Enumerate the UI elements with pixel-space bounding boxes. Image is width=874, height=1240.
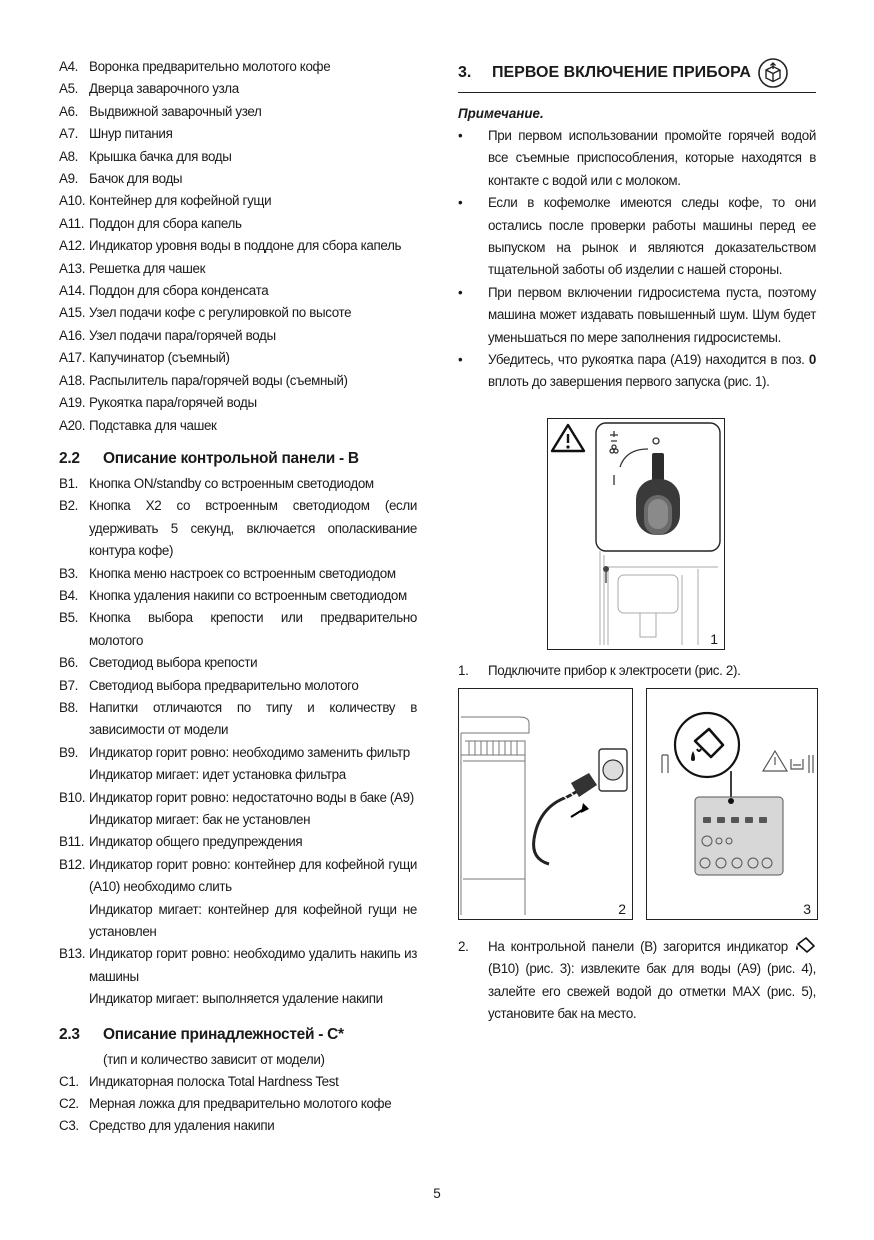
power-plug-illustration [459,689,632,919]
item-code: A8. [59,148,79,164]
item-text: Индикатор горит ровно: необходимо удалить накипь из машины [89,946,417,984]
item-code: C2. [59,1096,79,1112]
item-code: B11. [59,834,85,850]
item-code: A13. [59,260,86,276]
note-title: Примечание. [458,106,544,121]
step-number: 1. [458,663,469,678]
steam-knob-illustration [548,419,724,649]
list-item [59,854,417,899]
water-tank-indicator-icon [675,713,739,799]
section-2-3-heading [59,1023,417,1047]
item-code [59,809,89,831]
list-item [59,56,417,78]
list-item [59,831,417,853]
item-code: A6. [59,103,79,119]
list-item [59,764,417,786]
item-text: Кнопка удаления накипи со встроенным светодиодом [89,587,407,603]
item-text: Поддон для сбора капель [89,215,242,231]
list-item [59,742,417,764]
list-item [59,473,417,495]
section-number: 3. [458,64,472,81]
item-code: A7. [59,126,79,142]
item-code: A5. [59,81,79,97]
list-item [59,168,417,190]
item-code: A11. [59,215,85,231]
list-item [458,192,816,282]
accessories-list [59,1071,417,1138]
item-text: Индикатор мигает: выполняется удаление накипи [89,991,383,1007]
item-text: Индикатор мигает: контейнер для кофейной гущи не установлен [89,901,417,940]
item-code: A14. [59,283,86,299]
list-item [59,675,417,697]
item-text: Контейнер для кофейной гущи [89,193,272,209]
item-code: B4. [59,587,79,603]
item-text: Индикатор горит ровно: контейнер для кофейной гущи (A10) необходимо слить [89,856,417,895]
figure-number: 1 [710,631,718,647]
list-item [59,988,417,1010]
section-title: ПЕРВОЕ ВКЛЮЧЕНИЕ ПРИБОРА [492,64,751,81]
item-code: B13. [59,946,86,962]
item-code: A19. [59,395,86,411]
item-text: Индикатор уровня воды в поддоне для сбора капель [89,238,402,254]
item-code: A9. [59,171,79,187]
list-item [59,280,417,302]
item-code: B7. [59,677,79,693]
step-text: Подключите прибор к электросети (рис. 2). [488,663,741,678]
item-text: Воронка предварительно молотого кофе [89,59,331,74]
item-text: Поддон для сбора конденсата [89,283,269,299]
item-code: A12. [59,238,86,254]
figure-number: 3 [803,901,811,917]
list-item [59,235,417,257]
item-code: B6. [59,655,79,671]
components-list-a [59,56,417,437]
item-code [59,899,89,944]
list-item [59,213,417,235]
item-text: Напитки отличаются по типу и количеству в зависимости от модели [89,699,417,738]
section-number: 2.3 [59,1025,80,1043]
figure-2-plug [458,688,633,920]
list-item [59,370,417,392]
section-title: Описание контрольной панели - B [103,449,359,467]
item-text: Индикатор мигает: идет установка фильтра [89,767,346,783]
list-item [59,1071,417,1093]
item-code: A10. [59,193,86,209]
section-title: Описание принадлежностей - C* [103,1025,344,1043]
item-code: A4. [59,59,79,74]
item-code: B3. [59,565,79,581]
item-code: A20. [59,417,86,433]
item-code: B2. [59,498,79,514]
item-text: Кнопка меню настроек со встроенным светодиодом [89,565,396,581]
item-text: Выдвижной заварочный узел [89,103,262,119]
item-code: C1. [59,1073,79,1089]
section-number: 2.2 [59,449,80,467]
bullet-text: При первом включении гидросистема пуста, поэтому машина может издавать повышенный шум. Шум будет уменьшаться по мере заполнения гидросистемы. [488,284,816,345]
item-text: Узел подачи пара/горячей воды [89,327,276,343]
list-item [59,146,417,168]
list-item [59,190,417,212]
page-number: 5 [433,1186,441,1201]
item-code: A17. [59,350,86,366]
list-item [59,302,417,324]
item-text: Кнопка выбора крепости или предварительно молотого [89,610,417,648]
item-text: Распылитель пара/горячей воды (съемный) [89,372,348,388]
item-text: Кнопка X2 со встроенным светодиодом (если удерживать 5 секунд, включается ополаскивание контура кофе) [89,498,417,559]
item-code: B9. [59,744,79,760]
item-text: Индикатор мигает: бак не установлен [89,812,311,827]
item-code [59,764,89,786]
item-text: Мерная ложка для предварительно молотого кофе [89,1096,392,1112]
item-text: Индикаторная полоска Total Hardness Test [89,1073,339,1089]
list-item [458,282,816,349]
section-2-2-heading [59,447,417,471]
item-code: A16. [59,327,86,343]
item-text: Рукоятка пара/горячей воды [89,395,257,411]
list-item [59,1093,417,1115]
item-text: Дверца заварочного узла [89,81,239,97]
item-text: Крышка бачка для воды [89,148,232,164]
list-item [59,697,417,742]
section-3-heading [458,56,816,93]
list-item [59,585,417,607]
list-item [59,1115,417,1137]
list-item [59,415,417,437]
list-item [59,101,417,123]
bullet-dot: • [458,195,463,211]
warning-triangle-icon [552,425,584,451]
item-text: Индикатор горит ровно: необходимо заменить фильтр [89,744,410,760]
figure-3-control-panel [646,688,818,920]
item-text: Светодиод выбора крепости [89,655,258,671]
bullet-dot: • [458,284,463,300]
item-text: Капучинатор (съемный) [89,350,230,366]
list-item [59,943,417,988]
item-code: B12. [59,856,86,872]
step-number: 2. [458,939,469,954]
item-text: Шнур питания [89,126,173,142]
item-code: C3. [59,1118,79,1134]
step-2 [458,936,816,1026]
list-item [59,325,417,347]
item-text: Бачок для воды [89,171,183,187]
water-tank-icon [794,936,816,954]
list-item [59,607,417,652]
item-text: Средство для удаления накипи [89,1118,275,1134]
list-item [59,652,417,674]
step-1 [458,660,816,682]
item-text: Индикатор горит ровно: недостаточно воды в баке (A9) [89,789,414,805]
item-text: Индикатор общего предупреждения [89,834,303,850]
first-use-box-icon [757,57,789,89]
right-column [458,56,816,394]
item-code: B5. [59,610,79,626]
item-code: A18. [59,372,86,388]
item-text: Подставка для чашек [89,417,217,433]
section-note: (тип и количество зависит от модели) [103,1051,325,1067]
list-item [59,809,417,831]
list-item [59,899,417,944]
item-code: B1. [59,475,79,491]
list-item [59,347,417,369]
bullet-text: Если в кофемолке имеются следы кофе, то они остались после проверки работы машины перед ее выпуском на рынок и являются доказательством тщательной заботы об изделии с нашей стороны. [488,195,816,278]
figure-1-steam-knob [547,418,725,650]
list-item [59,258,417,280]
step-text: На контрольной панели (B) загорится индикатор (B10) (рис. 3): извлеките бак для воды (A9) (рис. 4), залейте его свежей водой до отметки MAX (рис. 5), установите бак на место. [488,936,816,1026]
list-item [59,563,417,585]
item-code: A15. [59,305,86,321]
left-column [59,56,417,1138]
bullet-dot: • [458,128,463,143]
control-panel-list [59,473,417,1011]
list-item [59,392,417,414]
list-item: • Убедитесь, что рукоятка пара (A19) находится в поз. 0 вплоть до завершения первого запуска (рис. 1). [458,352,816,390]
item-text: Узел подачи кофе с регулировкой по высоте [89,305,352,321]
list-item [59,495,417,562]
bullet-text: При первом использовании промойте горячей водой все съемные приспособления, которые находятся в контакте с водой или с молоком. [488,128,816,188]
list-item [59,787,417,809]
note-bullets [458,125,816,349]
item-code [59,988,89,1010]
item-code: B10. [59,789,86,805]
list-item [59,78,417,100]
item-code: B8. [59,699,79,715]
list-item [59,123,417,145]
list-item [458,125,816,192]
control-panel-illustration [647,689,817,919]
item-text: Решетка для чашек [89,260,206,276]
item-text: Светодиод выбора предварительно молотого [89,677,359,693]
item-text: Кнопка ON/standby со встроенным светодиодом [89,475,374,491]
figure-number: 2 [618,901,626,917]
